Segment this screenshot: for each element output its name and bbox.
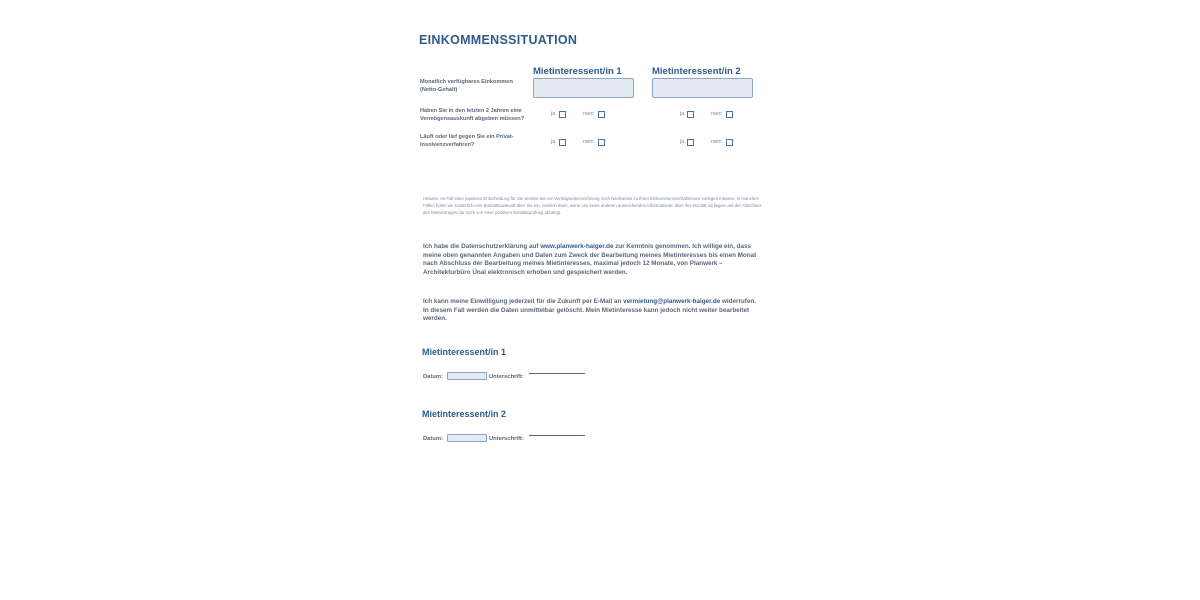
revocation-text-start: Ich kann meine Einwilligung jederzeit für die Zukunft per E-Mail an [423,298,624,305]
date-label-2: Datum: [423,436,443,442]
income-input-applicant-2[interactable] [652,78,753,98]
signature-label-1: Unterschrift: [489,374,524,380]
signature-heading-2: Mietinteressent/in 2 [422,409,507,419]
no-label: nein [711,139,722,145]
income-input-applicant-1[interactable] [533,78,634,98]
income-label: Monatlich verfügbares Einkommen (Netto-Gehalt) [420,79,513,94]
yes-label: ja [551,111,556,117]
revocation-paragraph [423,298,763,324]
yes-label: ja [680,111,685,117]
insolvency-yes-checkbox-1[interactable] [559,139,566,146]
signature-line-1[interactable] [529,373,585,374]
insolvency-label: Läuft oder lief gegen Sie ein Privat-Insolvenzverfahren? [420,134,514,149]
yes-label: ja [680,139,685,145]
no-label: nein [583,139,594,145]
date-input-1[interactable] [447,372,487,380]
page-title: EINKOMMENSSITUATION [419,33,578,47]
notice-text: Hinweis: Im Fall einer positiven Entscheidung für Sie werden Sie vor Vertragsunterzeichnung noch Nachweise zu Ihren Einkommensverhältnissen vorlegen müssen. In manchen Fällen holen wir zusätzlich eine Bonitätsauskunft über Sie ein, nämlich dann, wenn uns keine anderen ausreichenden Informationen über Ihre Bonität vorliegen und der Abschluss des Mietvertrages nur noch von einer positiven Bonitätsprüfung abhängt. [423,196,762,215]
date-input-2[interactable] [447,434,487,442]
email-link[interactable]: vermietung@planwerk-haiger.de [623,298,721,305]
asset-disclosure-no-checkbox-1[interactable] [598,111,605,118]
asset-disclosure-yes-checkbox-2[interactable] [687,111,694,118]
insolvency-yes-checkbox-2[interactable] [687,139,694,146]
column-header-applicant-2: Mietinteressent/in 2 [652,66,741,77]
asset-disclosure-no-checkbox-2[interactable] [726,111,733,118]
consent-text-start: Ich habe die Datenschutzerklärung auf [423,243,541,250]
signature-label-2: Unterschrift: [489,436,524,442]
no-label: nein [583,111,594,117]
revocation-text-end: widerrufen. In diesem Fall werden die Daten unmittelbar gelöscht. Mein Mietinteresse kann jedoch nicht weiter bearbeitet werden. [423,298,756,322]
asset-disclosure-label: Haben Sie in den letzten 2 Jahren eine Vermögensauskunft abgeben müssen? [420,108,525,123]
signature-line-2[interactable] [529,435,585,436]
privacy-policy-link[interactable]: www.planwerk-haiger.de [540,243,614,250]
date-label-1: Datum: [423,374,443,380]
consent-text-end: zur Kenntnis genommen. Ich willige ein, dass meine oben genannten Angaben und Daten zum Zweck der Bearbeitung meines Mietinteresses bis einen Monat nach Abschluss der Bearbeitung meines Mietinteresses, maximal jedoch 12 Monate, von Planwerk – Architekturbüro Ünal elektronisch erhoben und gespeichert werden. [423,243,757,276]
consent-paragraph [423,243,763,277]
column-header-applicant-1: Mietinteressent/in 1 [533,66,622,77]
insolvency-no-checkbox-1[interactable] [598,139,605,146]
insolvency-no-checkbox-2[interactable] [726,139,733,146]
signature-heading-1: Mietinteressent/in 1 [422,347,507,357]
asset-disclosure-yes-checkbox-1[interactable] [559,111,566,118]
yes-label: ja [551,139,556,145]
no-label: nein [711,111,722,117]
